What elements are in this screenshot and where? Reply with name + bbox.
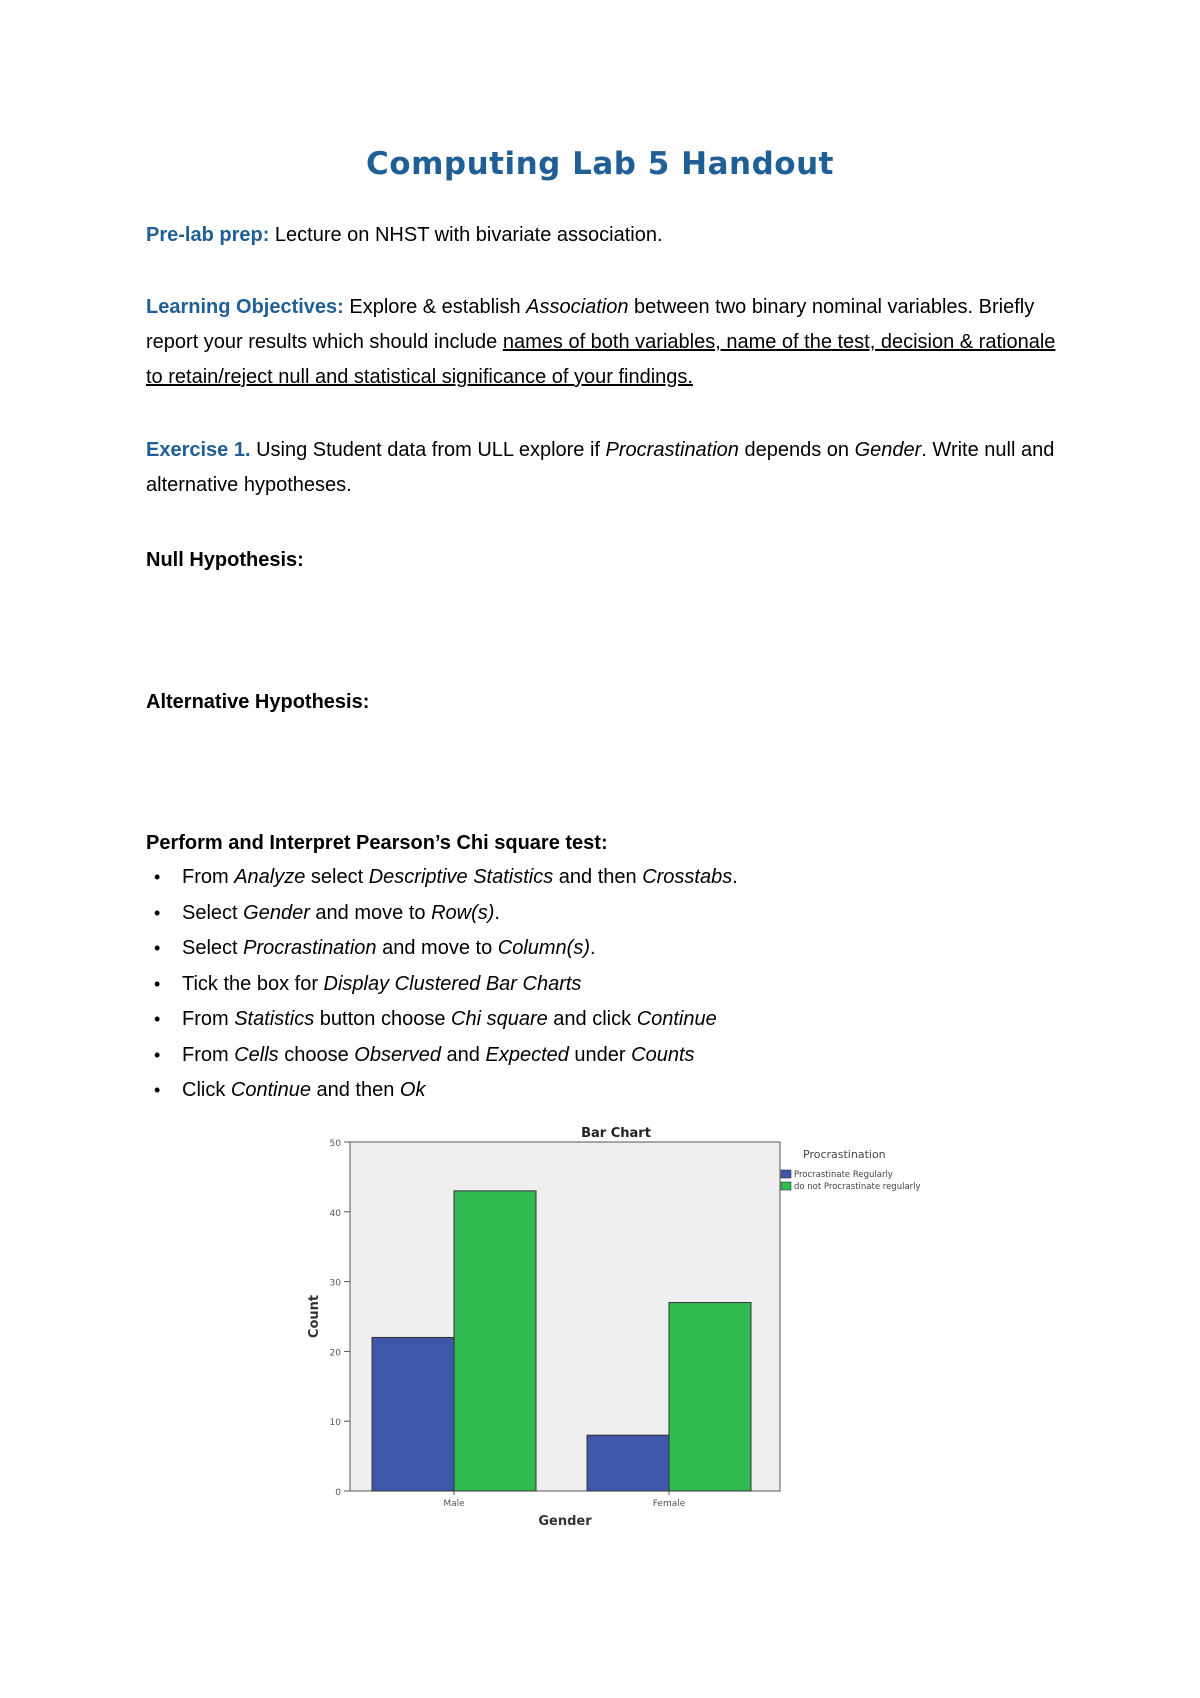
x-tick-label: Female [652, 1499, 686, 1509]
y-tick-label: 0 [335, 1488, 341, 1498]
exercise-var-1: Procrastination [605, 439, 739, 461]
exercise-text-2: depends on [738, 439, 855, 461]
objectives-label: Learning Objectives: [146, 296, 344, 318]
legend-swatch-2 [781, 1182, 791, 1190]
bar-male-series-2 [454, 1191, 536, 1491]
legend-title: Procrastination [803, 1148, 886, 1161]
bar-chart-svg [300, 1118, 940, 1538]
list-item: • From Statistics button choose Chi square and click Continue [146, 1002, 1076, 1038]
bar-female-series-1 [587, 1435, 669, 1491]
y-tick-label: 20 [329, 1348, 341, 1359]
y-tick-label: 10 [329, 1418, 341, 1429]
y-tick-label: 30 [329, 1278, 341, 1289]
exercise-text-1: Using Student data from ULL explore if [250, 439, 606, 461]
bar-female-series-2 [669, 1303, 751, 1491]
y-axis-label: Count [307, 1294, 322, 1339]
list-item: • Select Gender and move to Row(s). [146, 896, 1076, 932]
page-title: Computing Lab 5 Handout [366, 146, 834, 182]
bullet-icon: • [154, 973, 161, 994]
prelab-paragraph [146, 218, 1076, 253]
alt-hypothesis-label: Alternative Hypothesis: [146, 691, 370, 713]
bullet-icon: • [154, 1009, 161, 1029]
exercise-var-2: Gender [854, 439, 922, 461]
objectives-underlined: names of both variables, name of the test, decision & rationale to retain/reject null and statistical significance of your findings. [146, 331, 1056, 388]
exercise-label: Exercise 1. [146, 439, 251, 461]
exercise-paragraph [146, 433, 1076, 503]
y-tick-label: 40 [329, 1208, 341, 1219]
bar-male-series-1 [372, 1337, 454, 1491]
list-item: • Select Procrastination and move to Column(s). [146, 931, 1076, 967]
list-item: • From Cells choose Observed and Expected under Counts [146, 1038, 1076, 1074]
steps-list [146, 860, 1076, 1109]
x-tick-label: Male [443, 1499, 465, 1509]
bullet-icon: • [154, 867, 161, 887]
prelab-text: Lecture on NHST with bivariate association. [269, 224, 663, 246]
bullet-icon: • [154, 1044, 161, 1065]
legend-label-2: do not Procrastinate regularly [794, 1182, 921, 1192]
x-axis-label: Gender [538, 1514, 592, 1529]
list-item: • Tick the box for Display Clustered Bar Charts [146, 967, 1076, 1003]
bar-chart [300, 1118, 940, 1538]
list-item: • From Analyze select Descriptive Statistics and then Crosstabs. [146, 860, 1076, 896]
objectives-paragraph [146, 290, 1076, 395]
bullet-icon: • [154, 938, 161, 958]
y-tick-label: 50 [329, 1139, 341, 1149]
legend-label-1: Procrastinate Regularly [794, 1170, 893, 1180]
bullet-icon: • [154, 902, 161, 923]
objectives-italic: Association [526, 296, 629, 318]
objectives-text-2: between two binary nominal variables. Briefly report your results which should include [146, 296, 1035, 353]
legend-swatch-1 [781, 1170, 791, 1178]
perform-label: Perform and Interpret Pearson’s Chi square test: [146, 832, 608, 854]
bullet-icon: • [154, 1080, 161, 1100]
exercise-text-3: . Write null and alternative hypotheses. [146, 439, 1055, 496]
chart-title: Bar Chart [581, 1126, 651, 1141]
prelab-label: Pre-lab prep: [146, 224, 270, 246]
objectives-text-1: Explore & establish [343, 296, 527, 318]
null-hypothesis-label: Null Hypothesis: [146, 549, 304, 571]
list-item: • Click Continue and then Ok [146, 1073, 1076, 1109]
